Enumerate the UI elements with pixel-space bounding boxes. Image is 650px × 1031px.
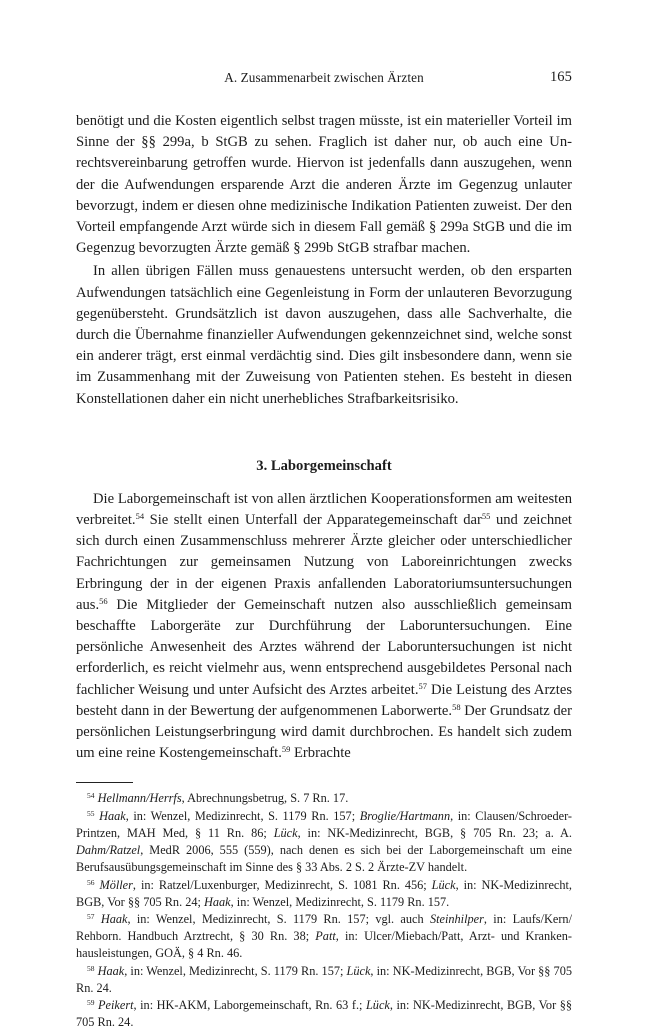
author: Haak — [100, 911, 128, 926]
section-heading: 3. Laborgemeinschaft — [256, 457, 392, 474]
footnote-59 — [76, 997, 572, 1031]
author: Lück — [365, 997, 390, 1012]
author: Steinhilper — [429, 911, 484, 926]
author: Lück — [431, 877, 456, 892]
footnote-number: 54 — [87, 791, 95, 801]
author: Haak — [97, 963, 125, 978]
citation: , in: Wenzel, Medizinrecht, S. 1179 Rn. 157; — [125, 808, 360, 823]
citation: , in: Wenzel, Medizinrecht, S. 1179 Rn. 157; — [124, 963, 347, 978]
author: Dahm/Ratzel — [76, 843, 141, 858]
footnote-number: 55 — [87, 808, 95, 818]
footnote-ref: 55 — [481, 511, 491, 522]
author: Möller — [99, 877, 133, 892]
text-run: Die Mitglieder der Gemeinschaft nutzen also ausschließlich gemeinsam beschaffte Laborgeräte zur Durchführung der Laboruntersuchungen. Eine persönliche Anwesenheit des Arztes während der Laboruntersuchungen ist nicht erforderlich, es reicht vielmehr aus, wenn entsprechend ausgebildetes Personal nach fachlicher Weisung und unter Aufsicht des Arztes arbeitet. — [76, 596, 572, 698]
citation: , in: HK-AKM, Laborgemeinschaft, Rn. 63 f.; — [133, 997, 366, 1012]
footnote-ref: 59 — [281, 744, 291, 755]
citation: , in: NK-Medizinrecht, BGB, Vor §§ 705 Rn. 24. — [76, 963, 572, 995]
body-text — [76, 111, 572, 764]
footnote-ref: 56 — [99, 595, 108, 606]
author: Hellmann/Herrfs — [97, 791, 182, 806]
citation: , in: Wenzel, Medizinrecht, S. 1179 Rn. 157. — [230, 894, 450, 909]
author: Broglie/Hartmann — [359, 808, 451, 823]
footnote-54 — [76, 790, 572, 807]
footnote-58 — [76, 963, 572, 997]
author: Haak — [99, 808, 126, 823]
citation: , in: Wenzel, Medizinrecht, S. 1179 Rn. 157; vgl. auch — [127, 911, 430, 926]
author: Peikert — [98, 997, 134, 1012]
citation: , Abrechnungsbetrug, S. 7 Rn. 17. — [181, 791, 349, 806]
footnote-ref: 58 — [452, 701, 461, 712]
paragraph: benötigt und die Kosten eigentlich selbst tragen müsste, ist ein materieller Vorteil im Sinne der §§ 299a, b StGB zu sehen. Fraglich ist daher nur, ob auch eine Unrechtsvereinbarung getroffen wurde. Hiervon ist jedenfalls dann auszugehen, wenn der die Aufwendungen ersparende Arzt die anderen Ärzte im Gegenzug unlauter bevorzugt, indem er diesen ohne medizinische Indikation Patienten zuweist. Der den Vorteil empfangende Arzt würde sich in diesem Fall gemäß § 299a StGB und die im Gegenzug bevorzugten Ärzte gemäß § 299b StGB strafbar machen. — [76, 113, 572, 257]
author: Patt — [315, 929, 336, 944]
text-run: Sie stellt einen Unterfall der Apparategemeinschaft dar — [144, 512, 482, 529]
citation: , in: Ulcer/Miebach/Patt, Arzt- und Krankenhausleistungen, GOÄ, § 4 Rn. 46. — [76, 929, 573, 961]
footnote-number: 58 — [87, 963, 95, 973]
text-run: und zeichnet sich durch einen Zusammenschluss mehrerer Ärzte gleicher oder unterschiedlicher Fachrichtungen zur gemeinsamen Nutzung von Laboreinrichtungen zwecks Erbringung der in der eigenen Praxis anfallenden Laboratoriumsuntersuchungen aus. — [76, 512, 572, 613]
citation: , MedR 2006, 555 (559), nach denen es sich bei der Laborgemeinschaft um eine Berufsausübungsgemeinschaft im Sinne des § 33 Abs. 2 S. 2 Ärzte-ZV handelt. — [76, 843, 572, 875]
footnote-separator — [76, 782, 133, 783]
citation: , in: Ratzel/Luxenburger, Medizinrecht, S. 1081 Rn. 456; — [132, 877, 432, 892]
footnote-number: 56 — [87, 877, 95, 887]
footnote-55 — [76, 808, 572, 877]
paragraph: In allen übrigen Fällen muss genauestens untersucht werden, ob den ersparten Aufwendungen tatsächlich eine Gegenleistung in Form der unlauteren Bevorzugung gegenübersteht. Grundsätzlich ist davon auszugehen, dass alle Sachverhalte, die durch die Übernahme finanzieller Aufwendungen gekennzeichnet sind, welche sonst ein anderer trägt, erst einmal verdächtig sind. Dies gilt insbesondere dann, wenn sie im Zusammenhang mit der Zuweisung von Patienten stehen. Es besteht in diesen Konstellationen daher ein nicht unerhebliches Strafbarkeitsrisiko. — [76, 263, 572, 407]
citation: , in: NK-Medizinrecht, BGB, Vor §§ 705 Rn. 24. — [76, 997, 573, 1030]
footnote-ref: 54 — [135, 511, 145, 522]
running-title: A. Zusammenarbeit zwischen Ärzten — [224, 70, 424, 85]
running-header — [76, 70, 572, 92]
text-run: Erbrachte — [290, 745, 351, 762]
citation: , in: NK-Medizinrecht, BGB, § 705 Rn. 23; a. A. — [297, 825, 572, 840]
citation: , in: Laufs/Kern/ Rehborn. Handbuch Arztrecht, § 30 Rn. 38; — [76, 911, 572, 944]
text-run: Die Leistung des Arztes besteht dann in der Bewertung der aufgenommenen Laborwerte. — [76, 681, 572, 719]
footnote-57 — [76, 911, 572, 963]
citation: , in: NK-Medizinrecht, BGB, Vor §§ 705 Rn. 24; — [76, 877, 572, 909]
paragraph — [76, 489, 572, 765]
author: Lück — [346, 963, 371, 978]
author: Haak — [204, 894, 231, 909]
footnote-number: 59 — [87, 997, 95, 1007]
citation: , in: Clausen/Schroeder-Printzen, MAH Med, § 11 Rn. 86; — [76, 808, 573, 840]
author: Lück — [273, 825, 298, 840]
text-run: Der Grundsatz der persönlichen Leistungserbringung wird damit durchbrochen. Es handelt sich zudem um eine reine Kostengemeinschaft. — [76, 702, 572, 762]
page-number: 165 — [549, 69, 572, 85]
footnote-ref: 57 — [418, 680, 427, 691]
book-page — [76, 70, 572, 1031]
footnote-56 — [76, 877, 572, 911]
footnote-number: 57 — [87, 911, 95, 921]
footnotes — [76, 790, 572, 1031]
text-run: Die Laborgemeinschaft ist von allen ärztlichen Kooperationsformen am weitesten verbreitet. — [76, 490, 572, 529]
